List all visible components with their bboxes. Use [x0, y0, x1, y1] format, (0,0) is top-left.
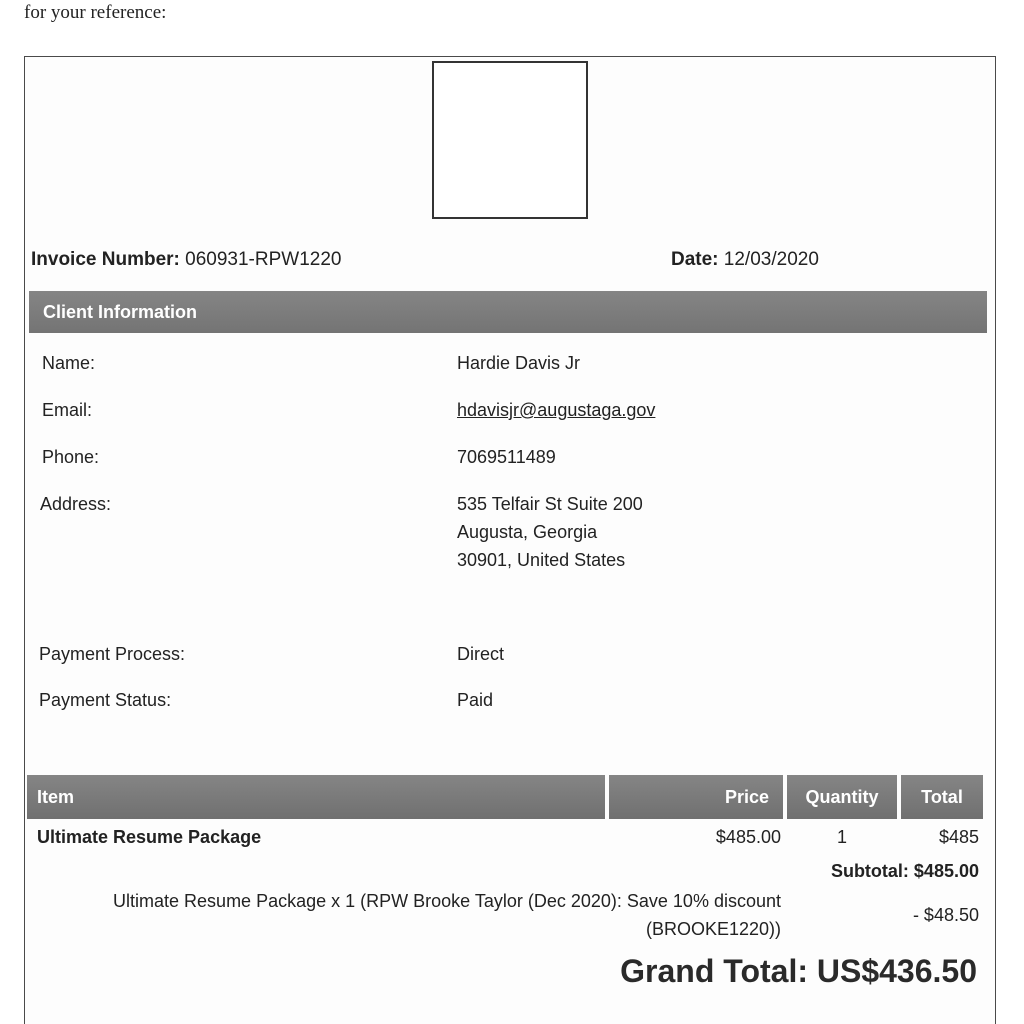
address-line-3: 30901, United States	[457, 550, 626, 570]
logo-placeholder	[432, 61, 588, 219]
item-quantity: 1	[837, 827, 848, 847]
discount-amount: - $48.50	[912, 905, 979, 925]
name-value: Hardie Davis Jr	[457, 353, 581, 373]
column-header-quantity: Quantity	[787, 775, 897, 819]
client-information-header: Client Information	[29, 291, 987, 333]
phone-label: Phone:	[42, 447, 100, 467]
payment-process-label: Payment Process:	[39, 644, 186, 664]
payment-process-value: Direct	[457, 644, 505, 664]
address-line-2: Augusta, Georgia	[457, 522, 598, 542]
column-header-item: Item	[27, 775, 605, 819]
column-header-price: Price	[609, 775, 783, 819]
email-link[interactable]: hdavisjr@augustaga.gov	[457, 400, 656, 420]
intro-text: for your reference:	[24, 2, 167, 23]
phone-value: 7069511489	[457, 447, 556, 467]
grand-total: Grand Total: US$436.50	[620, 953, 977, 989]
invoice-document	[24, 56, 996, 1024]
item-price: $485.00	[715, 827, 781, 847]
column-header-total: Total	[901, 775, 983, 819]
email-label: Email:	[42, 400, 93, 420]
invoice-date-value: 12/03/2020	[723, 249, 819, 270]
address-label: Address:	[40, 494, 112, 514]
invoice-number	[31, 249, 341, 271]
address-line-1: 535 Telfair St Suite 200	[457, 494, 643, 514]
invoice-date	[671, 249, 819, 271]
invoice-date-label: Date:	[671, 249, 719, 270]
invoice-number-label: Invoice Number:	[31, 249, 180, 270]
invoice-number-value: 060931-RPW1220	[185, 249, 342, 270]
name-label: Name:	[42, 353, 96, 373]
discount-description-line-2: (BROOKE1220))	[645, 919, 781, 939]
item-total: $485	[938, 827, 979, 847]
payment-status-label: Payment Status:	[39, 690, 172, 710]
item-name: Ultimate Resume Package	[37, 827, 262, 847]
payment-status-value: Paid	[457, 690, 494, 710]
discount-description-line-1: Ultimate Resume Package x 1 (RPW Brooke Taylor (Dec 2020): Save 10% discount	[113, 891, 781, 911]
items-table-header	[25, 775, 995, 819]
subtotal: Subtotal: $485.00	[830, 861, 979, 881]
